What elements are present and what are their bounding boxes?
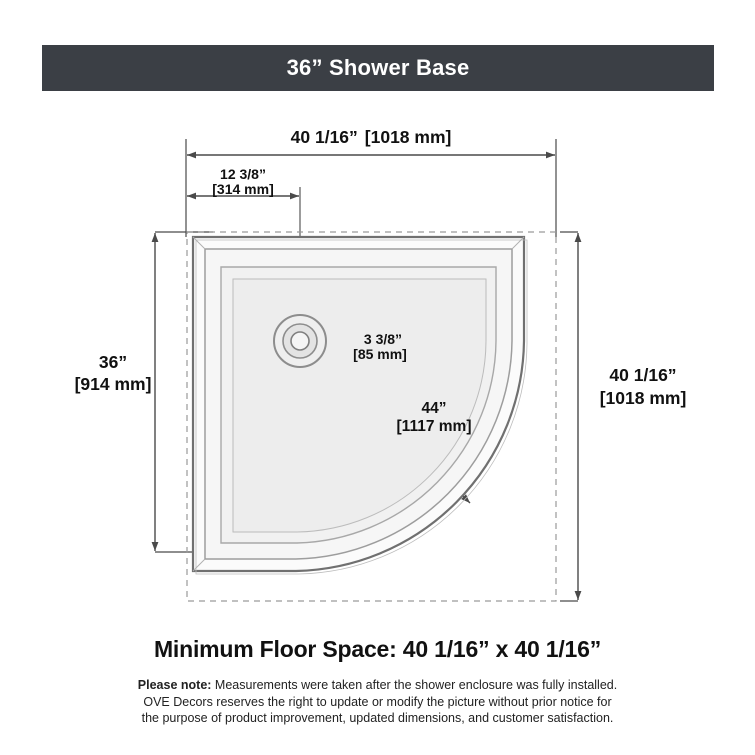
right-dimension-label-metric: [1018 mm] (599, 388, 687, 408)
diagonal-dimension-label-imperial: 44” (421, 400, 447, 417)
footer (0, 636, 755, 727)
note-line-2: OVE Decors reserves the right to update or modify the picture without prior notice for (143, 694, 612, 709)
shower-base-drawing (193, 237, 527, 574)
right-dimension-label-imperial: 40 1/16” (609, 365, 677, 385)
note-label: Please note: (137, 678, 212, 692)
note-line-3: the purpose of product improvement, updated dimensions, and customer satisfaction. (141, 711, 614, 725)
note-line-1: Measurements were taken after the shower enclosure was fully installed. (214, 678, 618, 692)
left-dimension-label-imperial: 36” (98, 352, 128, 372)
drain-diameter-label-imperial: 3 3/8” (363, 331, 403, 347)
disclaimer-note (0, 677, 755, 727)
drain-diameter-label-metric: [85 mm] (353, 346, 407, 362)
technical-drawing (0, 91, 755, 621)
minimum-floor-space-text: Minimum Floor Space: 40 1/16” x 40 1/16” (153, 636, 602, 662)
top-dimension-label: 40 1/16” [1018 mm] (290, 127, 452, 147)
header-bar (42, 45, 714, 91)
page-title: 36” Shower Base (286, 55, 470, 80)
drain-offset-label-metric: [314 mm] (212, 181, 274, 197)
drain-offset-label-imperial: 12 3/8” (220, 166, 266, 182)
left-dimension-label-metric: [914 mm] (74, 374, 152, 394)
diagonal-dimension-label-metric: [1117 mm] (396, 418, 472, 435)
